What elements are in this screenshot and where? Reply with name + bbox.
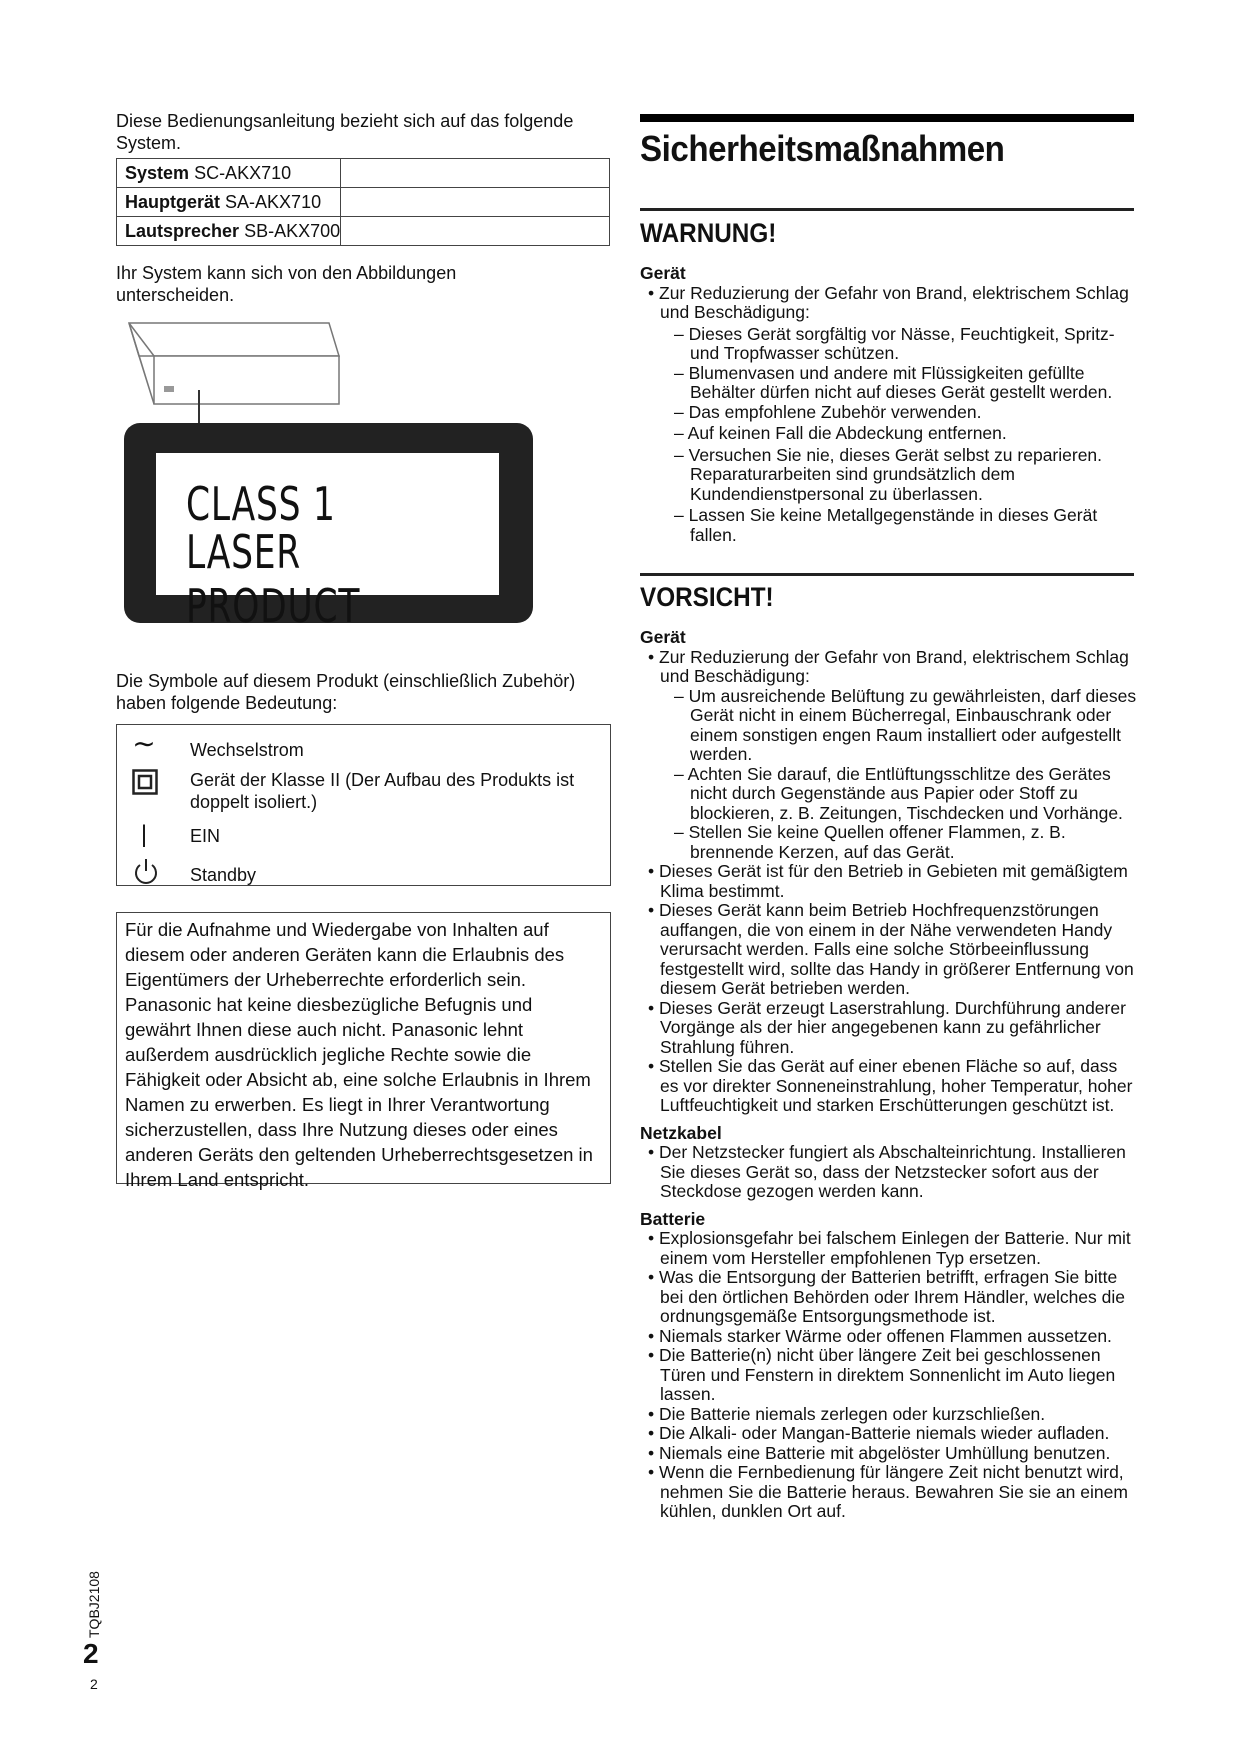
laser-class-label xyxy=(124,423,533,633)
list-item: • Stellen Sie das Gerät auf einer ebenen Fläche so auf, dass es vor direkter Sonneneinstrahlung, hoher Temperatur, hoher Luftfeuchtigkeit und starken Erschütterungen geschützt ist. xyxy=(640,1057,1138,1116)
list-item: – Auf keinen Fall die Abdeckung entfernen. xyxy=(654,424,1138,444)
list-item: • Was die Entsorgung der Batterien betrifft, erfragen Sie bitte bei den örtlichen Behörden oder Ihrem Händler, welches die ordnungsgemäße Entsorgungsmethode ist. xyxy=(640,1268,1138,1327)
table-row: Lautsprecher SB-AKX700 xyxy=(117,217,610,246)
class-ii-icon xyxy=(132,769,162,795)
page-number-small: 2 xyxy=(90,1676,98,1692)
caution-heading: VORSICHT! xyxy=(640,582,774,612)
warning-heading: WARNUNG! xyxy=(640,218,777,248)
illustration-note: Ihr System kann sich von den Abbildungen unterscheiden. xyxy=(116,263,457,305)
list-item: • Niemals eine Batterie mit abgelöster Umhüllung benutzen. xyxy=(640,1444,1138,1464)
standby-icon xyxy=(133,857,163,885)
device-illustration xyxy=(124,318,354,426)
copyright-notice-box xyxy=(116,912,611,1190)
list-item: – Dieses Gerät sorgfältig vor Nässe, Feuchtigkeit, Spritz- und Tropfwasser schützen. xyxy=(654,325,1138,364)
list-item: • Dieses Gerät ist für den Betrieb in Gebieten mit gemäßigtem Klima bestimmt. xyxy=(640,862,1138,901)
list-item: – Stellen Sie keine Quellen offener Flammen, z. B. brennende Kerzen, auf das Gerät. xyxy=(654,823,1138,862)
list-item: • Zur Reduzierung der Gefahr von Brand, elektrischem Schlag und Beschädigung: xyxy=(640,284,1138,323)
list-item: – Achten Sie darauf, die Entlüftungsschlitze des Gerätes nicht durch Gegenstände aus Papier oder Stoff zu blockieren, z. B. Zeitungen, Tischdecken und Vorhänge. xyxy=(654,765,1138,824)
list-item: • Dieses Gerät kann beim Betrieb Hochfrequenzstörungen auffangen, die von einem in der Nähe verwendeten Handy verursacht werden. Falls eine solche Störbeeinflussung festgestellt wird, sollte das Handy in größerer Entfernung von diesem Gerät betrieben werden. xyxy=(640,901,1138,999)
list-item: – Um ausreichende Belüftung zu gewährleisten, darf dieses Gerät nicht in einem Bücherregal, Einbauschrank oder einem sonstigen engen Raum installiert oder aufgestellt werden. xyxy=(654,687,1138,765)
list-item: – Lassen Sie keine Metallgegenstände in dieses Gerät fallen. xyxy=(654,506,1138,545)
caution-section: Gerät • Zur Reduzierung der Gefahr von Brand, elektrischem Schlag und Beschädigung: – Um ausreichende Belüftung zu gewährleisten, darf dieses Gerät nicht in einem Bücherregal, Einbauschrank oder einem sonstigen engen Raum installiert oder aufgestellt werden. – Achten Sie darauf, die Entlüftungsschlitze des Gerätes nicht durch Gegenstände aus Papier oder Stoff zu blockieren, z. B. Zeitungen, Tischdecken und Vorhänge. – Stellen Sie keine Quellen offener Flammen, z. B. brennende Kerzen, auf das Gerät. • Dieses Gerät ist für den Betrieb in Gebieten mit gemäßigtem Klima bestimmt. • Dieses Gerät kann beim Betrieb Hochfrequenzstörungen auffangen, die von einem in der Nähe verwendeten Handy verursacht werden. Falls eine solche Störbeeinflussung festgestellt wird, sollte das Handy in größerer Entfernung von diesem Gerät betrieben werden. • Dieses Gerät erzeugt Laserstrahlung. Durchführung anderer Vorgänge als der hier angegebenen kann zu gefährlicher Strahlung führen. • Stellen Sie das Gerät auf einer ebenen Fläche so auf, dass es vor direkter Sonneneinstrahlung, hoher Temperatur, hoher Luftfeuchtigkeit und starken Erschütterungen geschützt ist. Netzkabel • Der Netzstecker fungiert als Abschalteinrichtung. Installieren Sie dieses Gerät so, dass der Netzstecker sofort aus der Steckdose gezogen werden kann. Batterie • Explosionsgefahr bei falschem Einlegen der Batterie. Nur mit einem vom Hersteller empfohlenen Typ ersetzen. • Was die Entsorgung der Batterien betrifft, erfragen Sie bitte bei den örtlichen Behörden oder Ihrem Händler, welches die ordnungsgemäße Entsorgungsmethode ist. • Niemals starker Wärme oder offenen Flammen aussetzen. • Die Batterie(n) nicht über längere Zeit bei geschlossenen Türen und Fenstern in direktem Sonnenlicht im Auto liegen lassen. • Die Batterie niemals zerlegen oder kurzschließen. • Die Alkali- oder Mangan-Batterie niemals wieder aufladen. • Niemals eine Batterie mit abgelöster Umhüllung benutzen. • Wenn die Fernbedienung für längere Zeit nicht benutzt wird, nehmen Sie die Batterie heraus. Bewahren Sie sie an einem kühlen, dunklen Ort auf. xyxy=(640,628,1138,1522)
ac-current-icon: ∼ xyxy=(132,728,156,759)
divider xyxy=(640,208,1134,211)
list-item: • Die Batterie(n) nicht über längere Zeit bei geschlossenen Türen und Fenstern in direktem Sonnenlicht im Auto liegen lassen. xyxy=(640,1346,1138,1405)
intro-text: Diese Bedienungsanleitung bezieht sich auf das folgende System. xyxy=(116,111,574,153)
list-item: – Das empfohlene Zubehör verwenden. xyxy=(654,403,1138,423)
page-title: Sicherheitsmaßnahmen xyxy=(640,128,1005,169)
list-item: • Zur Reduzierung der Gefahr von Brand, elektrischem Schlag und Beschädigung: xyxy=(640,648,1138,687)
header-bar xyxy=(640,114,1134,122)
list-item: • Explosionsgefahr bei falschem Einlegen der Batterie. Nur mit einem vom Hersteller empfohlenen Typ ersetzen. xyxy=(640,1229,1138,1268)
table-row: Hauptgerät SA-AKX710 xyxy=(117,188,610,217)
list-item: • Wenn die Fernbedienung für längere Zeit nicht benutzt wird, nehmen Sie die Batterie heraus. Bewahren Sie sie an einem kühlen, dunklen Ort auf. xyxy=(640,1463,1138,1522)
warning-section: Gerät • Zur Reduzierung der Gefahr von Brand, elektrischem Schlag und Beschädigung: – Dieses Gerät sorgfältig vor Nässe, Feuchtigkeit, Spritz- und Tropfwasser schützen. – Blumenvasen und andere mit Flüssigkeiten gefüllte Behälter dürfen nicht auf dieses Gerät gestellt werden. – Das empfohlene Zubehör verwenden. – Auf keinen Fall die Abdeckung entfernen. – Versuchen Sie nie, dieses Gerät selbst zu reparieren. Reparaturarbeiten sind grundsätzlich dem Kundendienstpersonal zu überlassen. – Lassen Sie keine Metallgegenstände in dieses Gerät fallen. xyxy=(640,264,1138,545)
laser-label-line1: CLASS 1 xyxy=(186,477,336,531)
laser-label-line2: LASER PRODUCT xyxy=(186,525,361,633)
list-item: • Die Alkali- oder Mangan-Batterie niemals wieder aufladen. xyxy=(640,1424,1138,1444)
page-number: 2 xyxy=(83,1638,99,1669)
doc-code: TQBJ2108 xyxy=(86,1571,102,1638)
list-item: • Die Batterie niemals zerlegen oder kurzschließen. xyxy=(640,1405,1138,1425)
list-item: • Dieses Gerät erzeugt Laserstrahlung. Durchführung anderer Vorgänge als der hier angegebenen kann zu gefährlicher Strahlung führen. xyxy=(640,999,1138,1058)
on-icon: | xyxy=(140,821,148,848)
list-item: – Versuchen Sie nie, dieses Gerät selbst zu reparieren. Reparaturarbeiten sind grundsätzlich dem Kundendienstpersonal zu überlassen. xyxy=(654,446,1138,505)
copyright-notice: Für die Aufnahme und Wiedergabe von Inhalten auf diesem oder anderen Geräten kann die Erlaubnis des Eigentümers der Urheberrechte erforderlich sein. Panasonic hat keine diesbezügliche Befugnis und gewährt Ihnen diese auch nicht. Panasonic lehnt außerdem ausdrücklich jegliche Rechte sowie die Fähigkeit oder Absicht ab, eine solche Erlaubnis in Ihrem Namen zu erwerben. Es liegt in Ihrer Verantwortung sicherzustellen, dass Ihre Nutzung dieses oder eines anderen Geräts den geltenden Urheberrechtsgesetzen in Ihrem Land entspricht. xyxy=(125,919,593,1190)
table-row: System SC-AKX710 xyxy=(117,159,610,188)
divider xyxy=(640,573,1134,576)
list-item: • Der Netzstecker fungiert als Abschalteinrichtung. Installieren Sie dieses Gerät so, dass der Netzstecker sofort aus der Steckdose gezogen werden kann. xyxy=(640,1143,1138,1202)
list-item: – Blumenvasen und andere mit Flüssigkeiten gefüllte Behälter dürfen nicht auf dieses Gerät gestellt werden. xyxy=(654,364,1138,403)
system-table xyxy=(116,158,610,246)
symbols-box: ∼ Wechselstrom Gerät der Klasse II (Der Aufbau des Produkts ist doppelt isoliert.) | EIN Standby xyxy=(116,724,611,886)
symbols-intro: Die Symbole auf diesem Produkt (einschließlich Zubehör) haben folgende Bedeutung: xyxy=(116,671,576,713)
list-item: • Niemals starker Wärme oder offenen Flammen aussetzen. xyxy=(640,1327,1138,1347)
